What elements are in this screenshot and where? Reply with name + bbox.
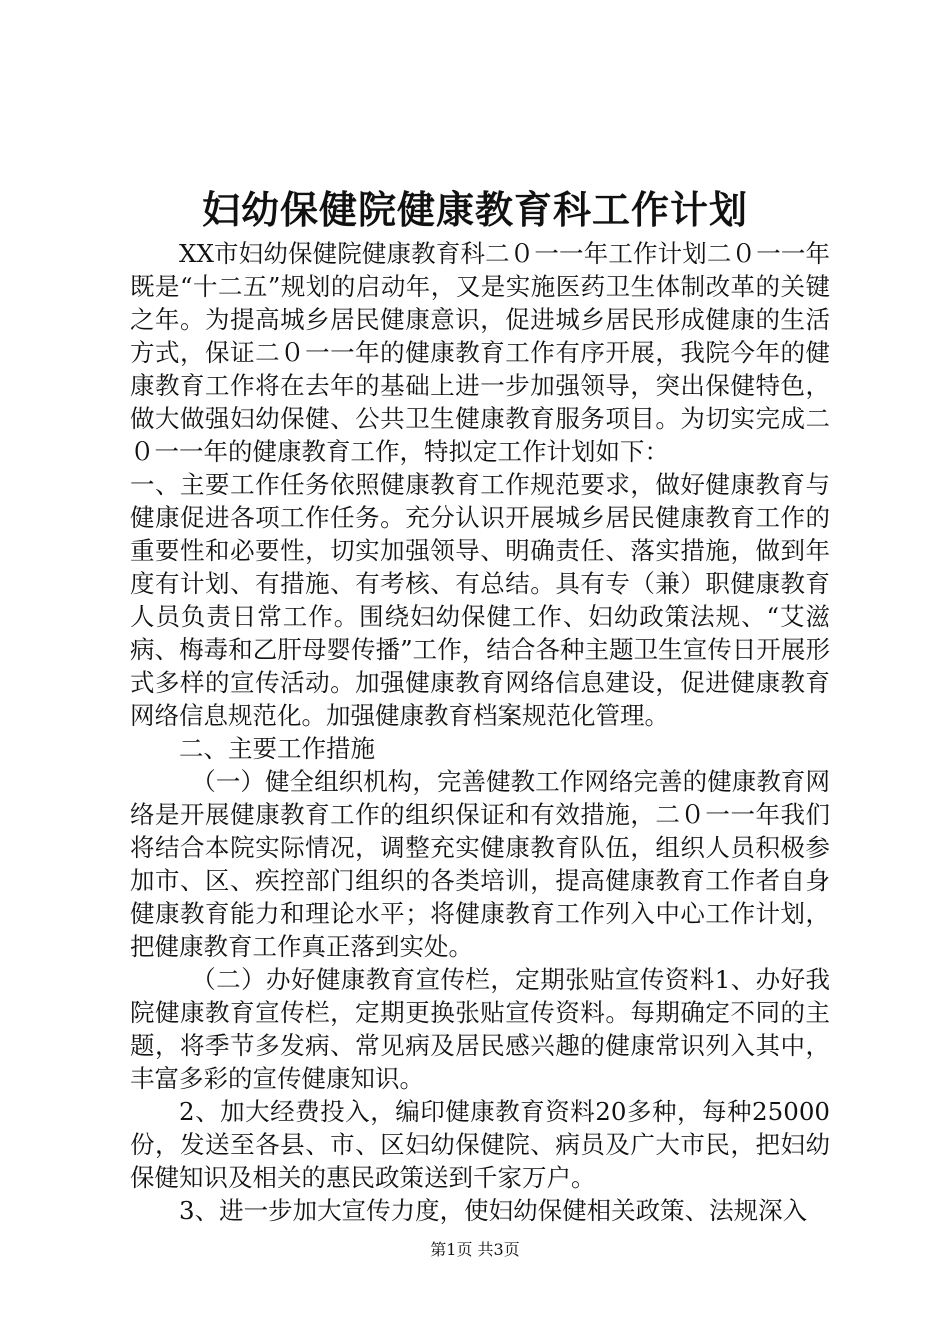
paragraph-intro: XX市妇幼保健院健康教育科二０一一年工作计划二０一一年既是“十二五”规划的启动年，又是实施医药卫生体制改革的关键之年。为提高城乡居民健康意识，促进城乡居民形成健康的生活方式，保证二０一一年的健康教育工作有序开展，我院今年的健康教育工作将在去年的基础上进一步加强领导，突出保健特色，做大做强妇幼保健、公共卫生健康教育服务项目。为切实完成二０一一年的健康教育工作，特拟定工作计划如下： <box>130 239 830 466</box>
page-footer: 第1页 共3页 <box>430 1240 520 1259</box>
document-body <box>130 237 830 1227</box>
document-title: 妇幼保健院健康教育科工作计划 <box>201 187 748 232</box>
paragraph-item-3: 3、进一步加大宣传力度，使妇幼保健相关政策、法规深入 <box>179 1196 808 1225</box>
paragraph-measure-1: （一）健全组织机构，完善健教工作网络完善的健康教育网络是开展健康教育工作的组织保证和有效措施，二０一一年我们将结合本院实际情况，调整充实健康教育队伍，组织人员积极参加市、区、疾控部门组织的各类培训，提高健康教育工作者自身健康教育能力和理论水平；将健康教育工作列入中心工作计划，把健康教育工作真正落到实处。 <box>130 767 830 961</box>
paragraph-item-2: 2、加大经费投入，编印健康教育资料20多种，每种25000份，发送至各县、市、区妇幼保健院、病员及广大市民，把妇幼保健知识及相关的惠民政策送到千家万户。 <box>130 1097 830 1192</box>
paragraph-measures-heading: 二、主要工作措施 <box>179 734 375 763</box>
paragraph-measure-2: （二）办好健康教育宣传栏，定期张贴宣传资料1、办好我院健康教育宣传栏，定期更换张贴宣传资料。每期确定不同的主题，将季节多发病、常见病及居民感兴趣的健康常识列入其中，丰富多彩的宣传健康知识。 <box>130 965 830 1093</box>
paragraph-main-tasks: 一、主要工作任务依照健康教育工作规范要求，做好健康教育与健康促进各项工作任务。充分认识开展城乡居民健康教育工作的重要性和必要性，切实加强领导、明确责任、落实措施，做到年度有计划、有措施、有考核、有总结。具有专（兼）职健康教育人员负责日常工作。围绕妇幼保健工作、妇幼政策法规、“艾滋病、梅毒和乙肝母婴传播”工作，结合各种主题卫生宣传日开展形式多样的宣传活动。加强健康教育网络信息建设，促进健康教育网络信息规范化。加强健康教育档案规范化管理。 <box>130 470 830 730</box>
